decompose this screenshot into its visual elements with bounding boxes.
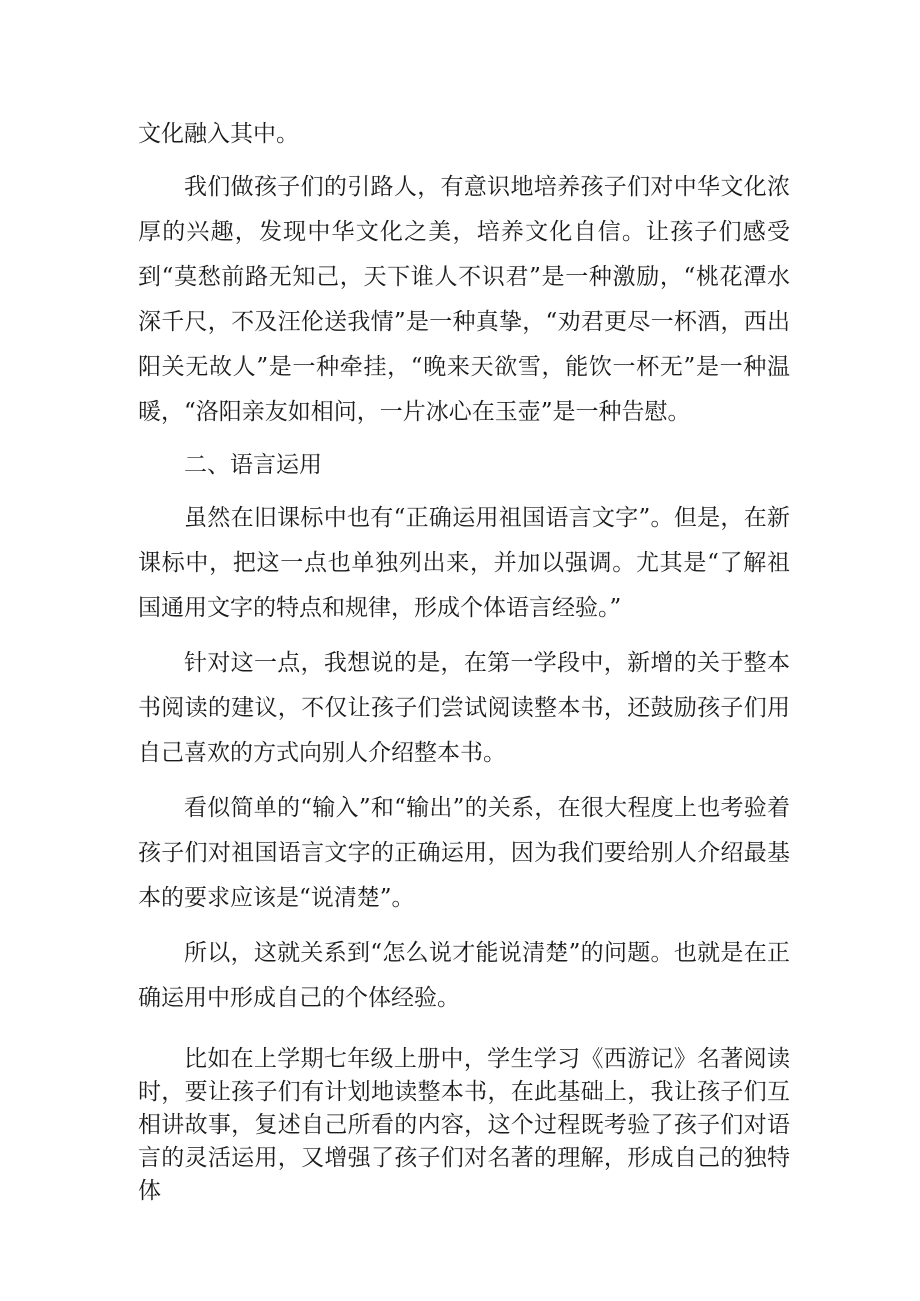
paragraph-journey-west-example: 比如在上学期七年级上册中，学生学习《西游记》名著阅读时，要让孩子们有计划地读整本书，在此基础上，我让孩子们互相讲故事，复述自己所看的内容，这个过程既考验了孩子们对语言的灵活运用，又增强了孩子们对名著的理解，形成自己的独特体 bbox=[138, 1046, 790, 1204]
paragraph-input-output: 看似简单的“输入”和“输出”的关系，在很大程度上也考验着孩子们对祖国语言文字的正确运用，因为我们要给别人介绍最基本的要求应该是“说清楚”。 bbox=[138, 795, 790, 911]
document-body bbox=[138, 112, 790, 1208]
paragraph-culture-guidance: 我们做孩子们的引路人，有意识地培养孩子们对中华文化浓厚的兴趣，发现中华文化之美，培养文化自信。让孩子们感受到“莫愁前路无知己，天下谁人不识君”是一种激励，“桃花潭水深千尺，不及汪伦送我情”是一种真挚，“劝君更尽一杯酒，西出阳关无故人”是一种牵挂，“晚来天欲雪，能饮一杯无”是一种温暖，“洛阳亲友如相问，一片冰心在玉壶”是一种告慰。 bbox=[138, 174, 790, 425]
paragraph-whole-book-reading: 针对这一点，我想说的是，在第一学段中，新增的关于整本书阅读的建议，不仅让孩子们尝试阅读整本书，还鼓励孩子们用自己喜欢的方式向别人介绍整本书。 bbox=[138, 650, 790, 766]
section-heading-language-use: 二、语言运用 bbox=[184, 452, 322, 478]
paragraph-speak-clearly: 所以，这就关系到“怎么说才能说清楚”的问题。也就是在正确运用中形成自己的个体经验。 bbox=[138, 940, 790, 1011]
paragraph-new-curriculum: 虽然在旧课标中也有“正确运用祖国语言文字”。但是，在新课标中，把这一点也单独列出来，并加以强调。尤其是“了解祖国通用文字的特点和规律，形成个体语言经验。” bbox=[138, 505, 790, 621]
paragraph-continuation: 文化融入其中。 bbox=[138, 121, 299, 147]
